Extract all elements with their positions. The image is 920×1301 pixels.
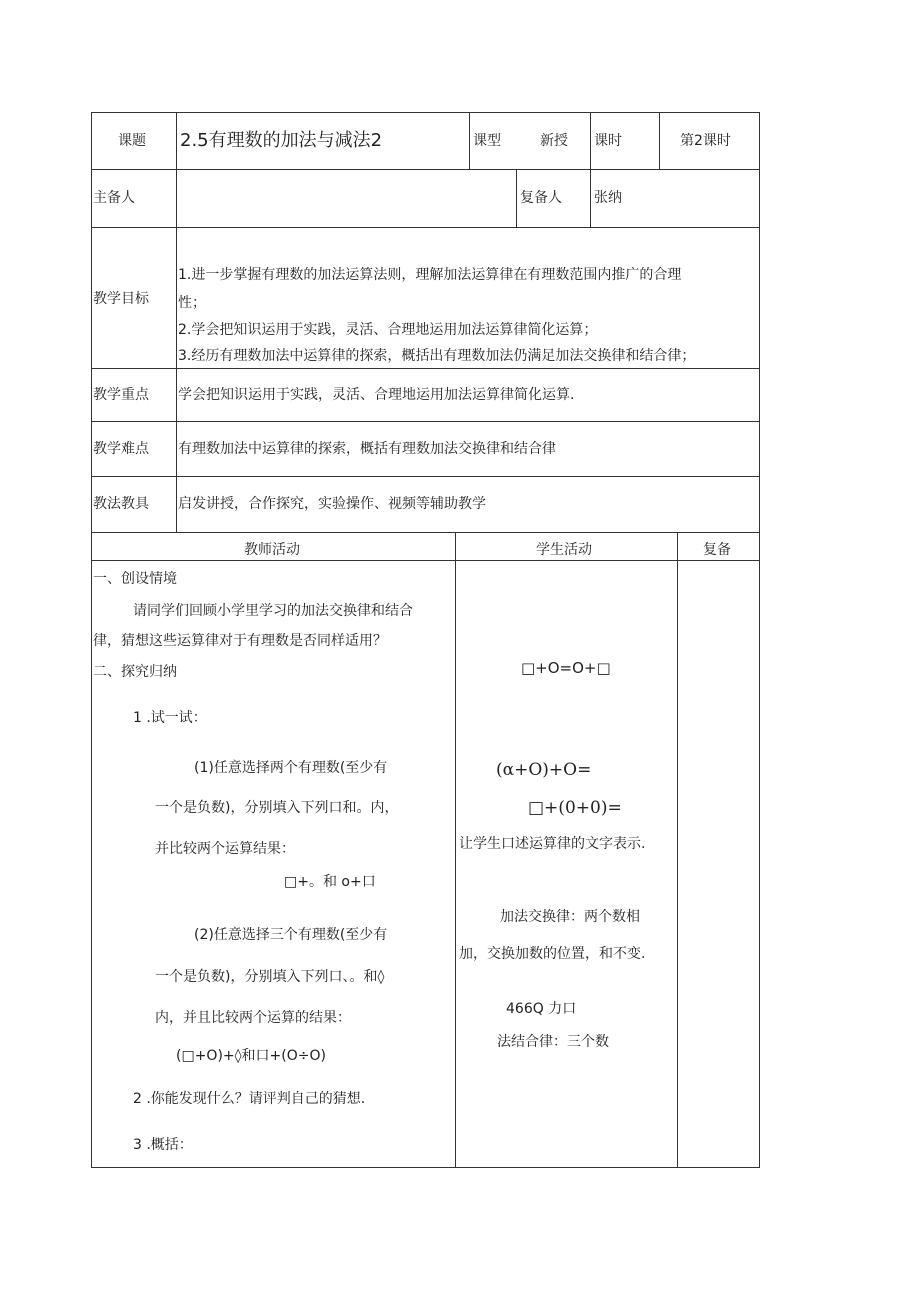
lesson-type-label: 课型 [473,133,501,149]
row-divider [91,421,760,422]
question-text: 一个是负数)，分别填入下列口、。和◊ [155,969,385,985]
key-points-text: 学会把知识运用于实践，灵活、合理地运用加法运算律简化运算. [178,387,575,403]
row-divider [91,560,760,561]
activity-item: 1 .试一试： [133,710,207,726]
teacher-activity-header: 教师活动 [244,542,300,558]
row-divider [91,227,760,228]
col-divider [176,112,177,532]
objective-line: 1.进一步掌握有理数的加法运算法则，理解加法运算律在有理数范围内推广的合理 [178,267,682,283]
student-note: 让学生口述运算律的文字表示. [459,836,646,852]
student-note: 法结合律：三个数 [497,1034,609,1050]
student-note: 466Q 力口 [506,1001,577,1017]
student-note: 加，交换加数的位置，和不变. [459,946,646,962]
question-text: (1)任意选择两个有理数(至少有 [194,760,388,776]
formula-associative-left: (α+O)+O= [496,760,592,780]
col-divider [516,169,517,227]
question-text: 并比较两个运算结果： [155,841,295,857]
table-border-bottom [91,1167,760,1168]
topic-label: 课题 [118,133,146,149]
period-value: 第2课时 [680,133,731,149]
methods-label: 教法教具 [93,496,149,512]
objective-line: 3.经历有理数加法中运算律的探索，概括出有理数加法仍满足加法交换律和结合律； [178,348,696,364]
question-text: 内，并且比较两个运算的结果： [155,1010,351,1026]
co-preparer-label: 复备人 [520,190,562,206]
table-border-right [759,112,760,1168]
difficulties-text: 有理数加法中运算律的探索，概括有理数加法交换律和结合律 [178,441,556,457]
row-divider [91,368,760,369]
col-divider [677,532,678,1168]
student-note: 加法交换律：两个数相 [500,909,640,925]
row-divider [91,169,760,170]
co-preparer-value: 张纳 [594,190,622,206]
teacher-paragraph: 请同学们回顾小学里学习的加法交换律和结合 [133,603,413,619]
question-text: 一个是负数)，分别填入下列口和。内， [155,800,399,816]
col-divider [469,112,470,169]
review-header: 复备 [703,542,731,558]
question-expression: (□+O)+◊和口+(O÷O) [176,1048,326,1064]
key-points-label: 教学重点 [93,387,149,403]
topic-title: 2.5有理数的加法与减法2 [180,130,383,151]
objectives-label: 教学目标 [93,291,149,307]
col-divider [590,112,591,227]
formula-commutative: □+O=O+□ [521,659,611,677]
period-label: 课时 [594,133,622,149]
activity-item: 3 .概括： [133,1137,193,1153]
row-divider [91,476,760,477]
table-border-left [91,112,92,1168]
section-heading: 一、创设情境 [93,571,177,587]
lesson-type-value: 新授 [540,133,568,149]
methods-text: 启发讲授，合作探究，实验操作、视频等辅助教学 [178,496,486,512]
difficulties-label: 教学难点 [93,441,149,457]
formula-associative-right: □+(0+0)= [528,798,622,818]
question-expression: □+。和 o+口 [284,874,376,890]
question-text: (2)任意选择三个有理数(至少有 [194,927,388,943]
teacher-paragraph: 律，猜想这些运算律对于有理数是否同样适用？ [93,633,387,649]
col-divider [455,532,456,1168]
objective-line: 性； [178,295,206,311]
section-heading: 二、探究归纳 [93,664,177,680]
main-preparer-label: 主备人 [93,190,135,206]
activity-item: 2 .你能发现什么？请评判自己的猜想. [133,1091,366,1107]
student-activity-header: 学生活动 [536,542,592,558]
objective-line: 2.学会把知识运用于实践，灵活、合理地运用加法运算律简化运算； [178,322,598,338]
row-divider [91,532,760,533]
col-divider [659,112,660,169]
